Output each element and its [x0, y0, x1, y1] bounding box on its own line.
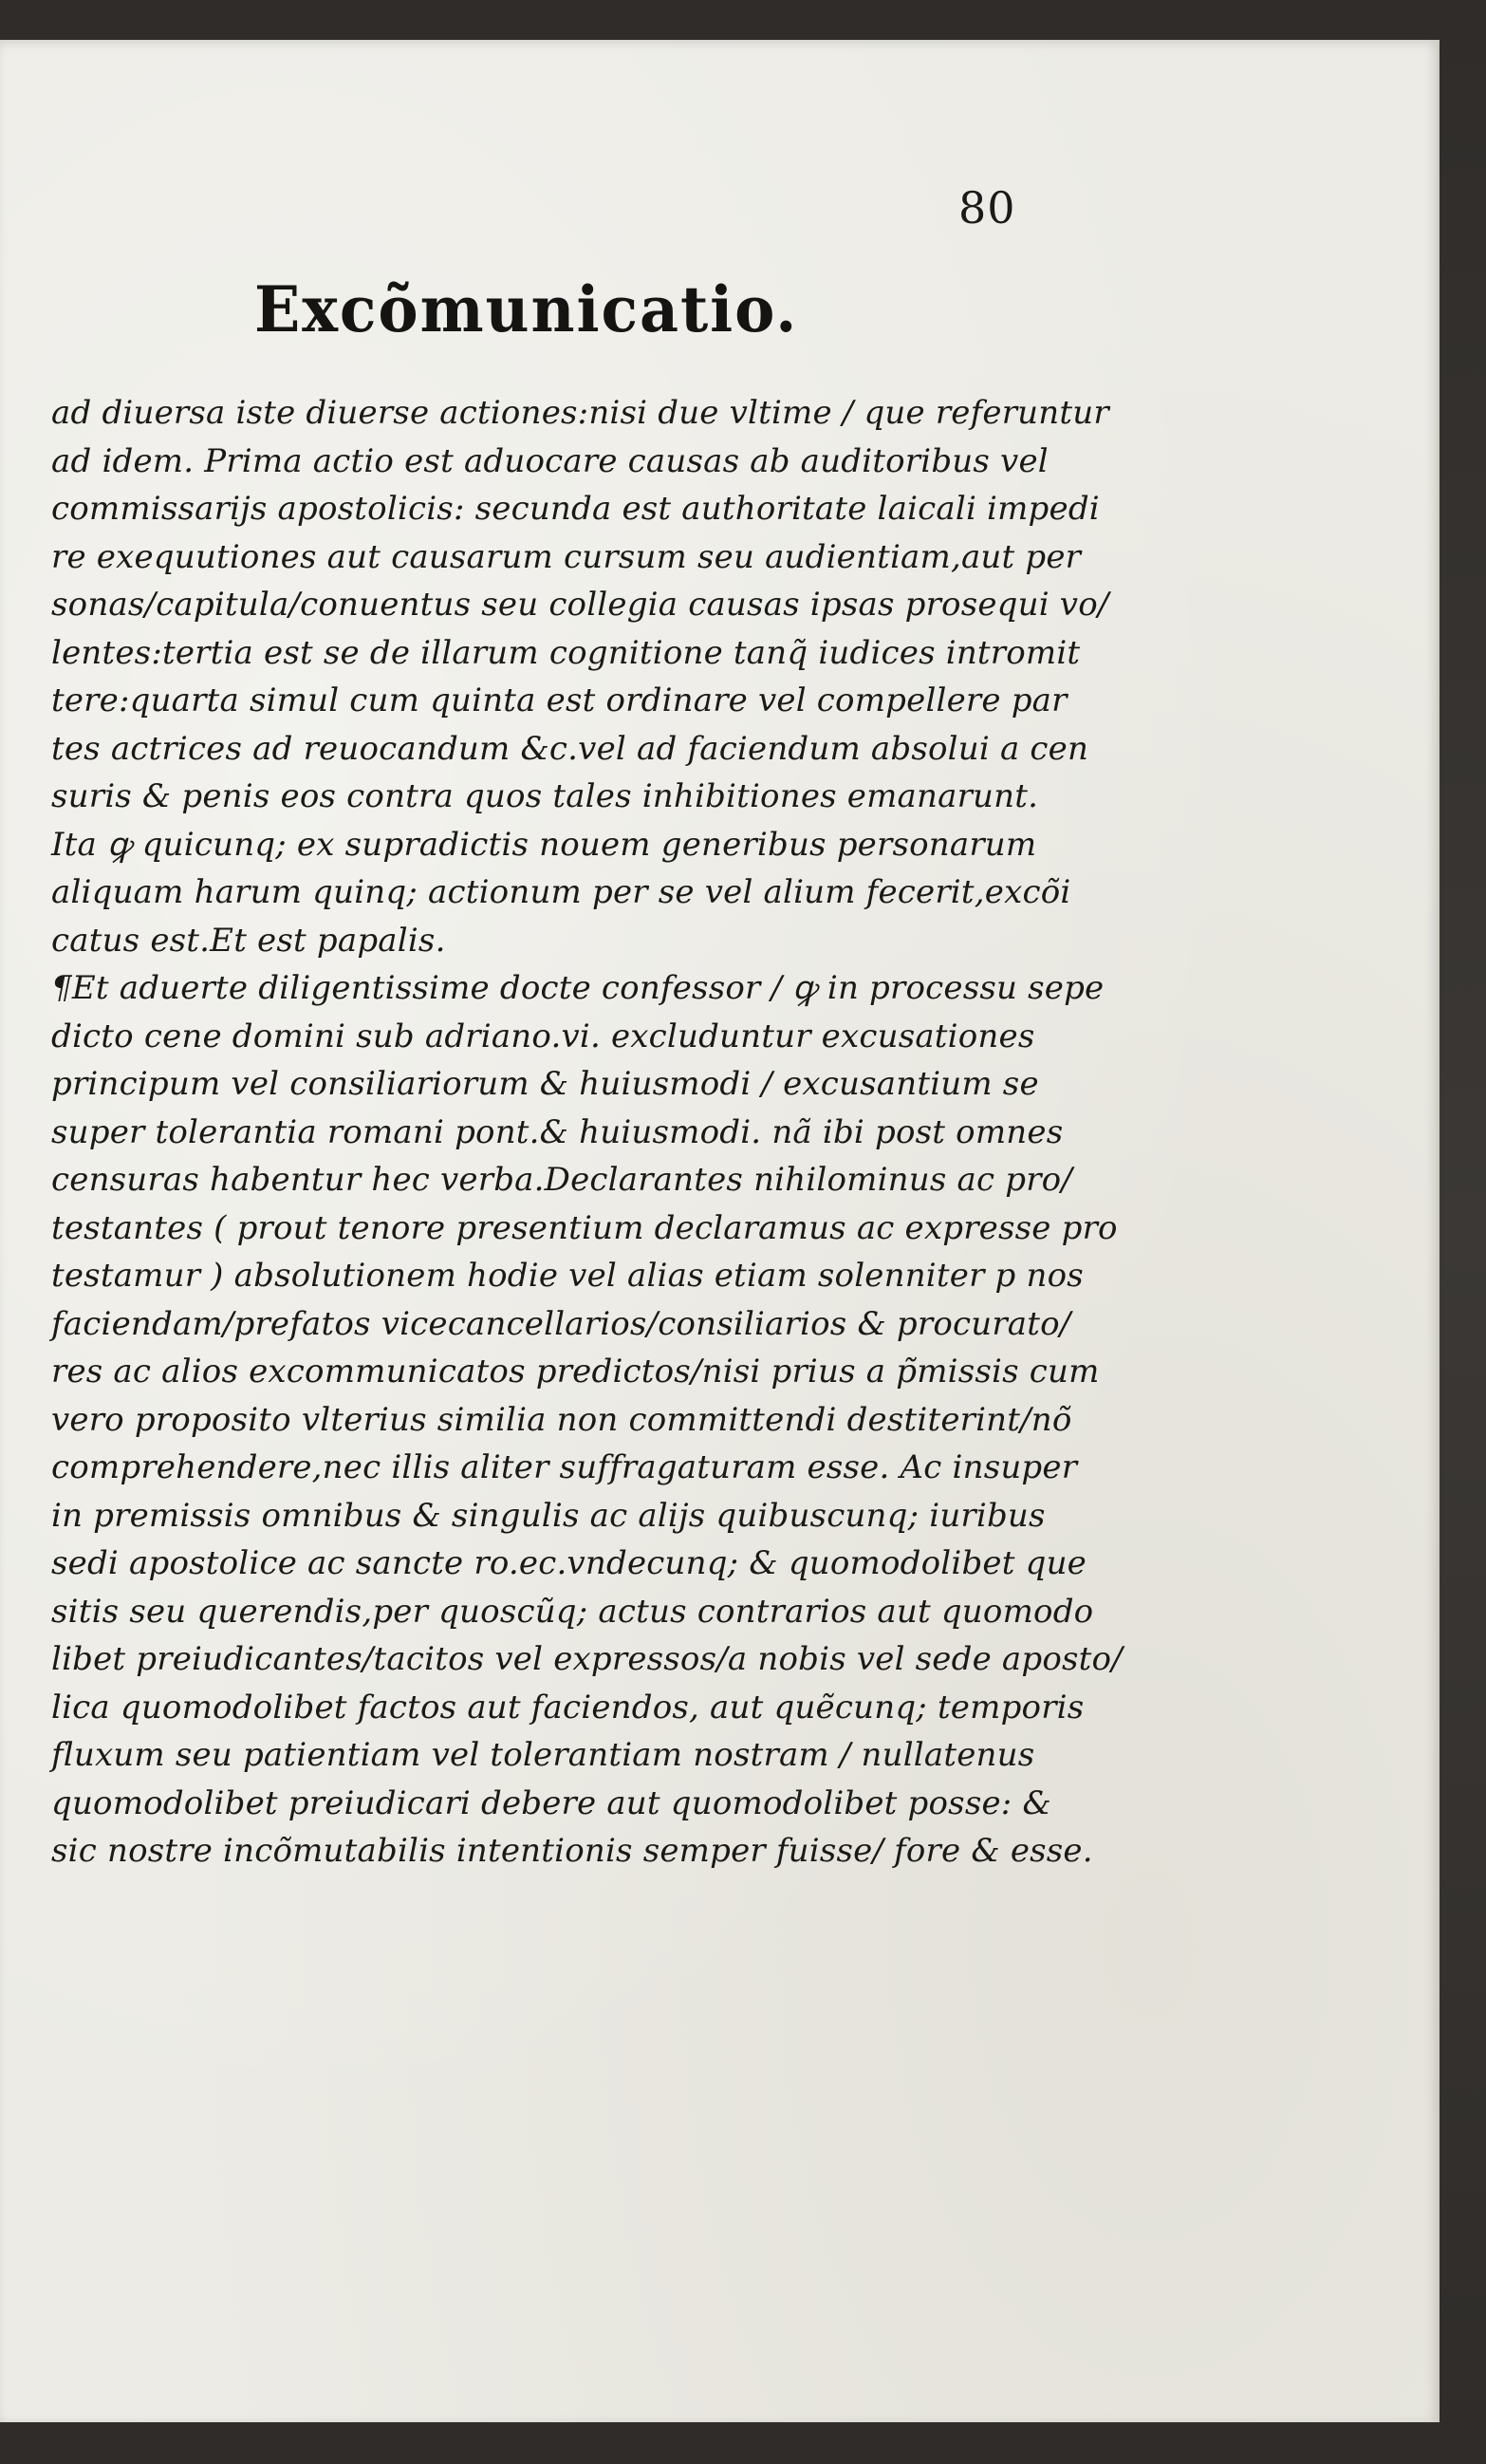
text-line: comprehendere,nec illis aliter suffragaturam esse. Ac insuper [51, 1448, 1078, 1486]
text-line: vero proposito vlterius similia non committendi destiterint/nõ [51, 1400, 1072, 1439]
text-line: ad diuersa iste diuerse actiones:nisi due vltime / que referuntur [51, 394, 1109, 432]
book-page [0, 40, 1440, 2422]
text-line: super tolerantia romani pont.& huiusmodi. nã ibi post omnes [51, 1112, 1064, 1151]
text-line: testamur ) absolutionem hodie vel alias etiam solenniter p nos [51, 1257, 1084, 1295]
body-text [51, 389, 1123, 1876]
text-line: ¶Et aduerte diligentissime docte confessor / ꝙ in processu sepe [51, 969, 1105, 1007]
text-line: tes actrices ad reuocandum &c.vel ad faciendum absolui a cen [51, 729, 1089, 768]
text-line: commissarijs apostolicis: secunda est authoritate laicali impedi [51, 490, 1100, 528]
text-line: faciendam/prefatos vicecancellarios/consiliarios & procurato/ [51, 1304, 1071, 1343]
text-line: fluxum seu patientiam vel tolerantiam nostram / nullatenus [51, 1736, 1035, 1774]
text-line: re exequutiones aut causarum cursum seu audientiam,aut per [51, 537, 1082, 576]
text-line: sitis seu querendis,per quoscũq; actus contrarios aut quomodo [51, 1592, 1094, 1631]
text-line: res ac alios excommunicatos predictos/nisi prius a p̃missis cum [51, 1353, 1100, 1391]
text-line: sedi apostolice ac sancte ro.ec.vndecunq; & quomodolibet que [51, 1544, 1087, 1582]
text-line: suris & penis eos contra quos tales inhibitiones emanarunt. [51, 777, 1039, 815]
text-line: tere:quarta simul cum quinta est ordinare vel compellere par [51, 681, 1068, 719]
text-line: Ita ꝙ quicunq; ex supradictis nouem generibus personarum [51, 825, 1037, 864]
text-line: dicto cene domini sub adriano.vi. excluduntur excusationes [51, 1017, 1035, 1055]
text-line: catus est.Et est papalis. [51, 921, 446, 960]
text-line: in premissis omnibus & singulis ac alijs quibuscunq; iuribus [51, 1496, 1046, 1535]
page-number: 80 [958, 182, 1016, 233]
text-line: testantes ( prout tenore presentium declaramus ac expresse pro [51, 1208, 1118, 1247]
text-line: lica quomodolibet factos aut faciendos, aut quẽcunq; temporis [51, 1688, 1085, 1727]
text-line: lentes:tertia est se de illarum cognitione tanq̃ iudices intromit [51, 633, 1081, 672]
running-head: Excõmunicatio. [254, 272, 799, 346]
text-line: libet preiudicantes/tacitos vel expressos/a nobis vel sede aposto/ [51, 1640, 1123, 1678]
text-line: sonas/capitula/conuentus seu collegia causas ipsas prosequi vo/ [51, 586, 1109, 624]
text-line: aliquam harum quinq; actionum per se vel alium fecerit,excõi [51, 873, 1071, 911]
text-line: quomodolibet preiudicari debere aut quomodolibet posse: & [51, 1783, 1051, 1822]
text-line: principum vel consiliariorum & huiusmodi / excusantium se [51, 1065, 1039, 1103]
text-line: censuras habentur hec verba.Declarantes nihilominus ac pro/ [51, 1161, 1072, 1199]
text-line: sic nostre incõmutabilis intentionis semper fuisse/ fore & esse. [51, 1832, 1093, 1870]
text-line: ad idem. Prima actio est aduocare causas ab auditoribus vel [51, 441, 1049, 480]
